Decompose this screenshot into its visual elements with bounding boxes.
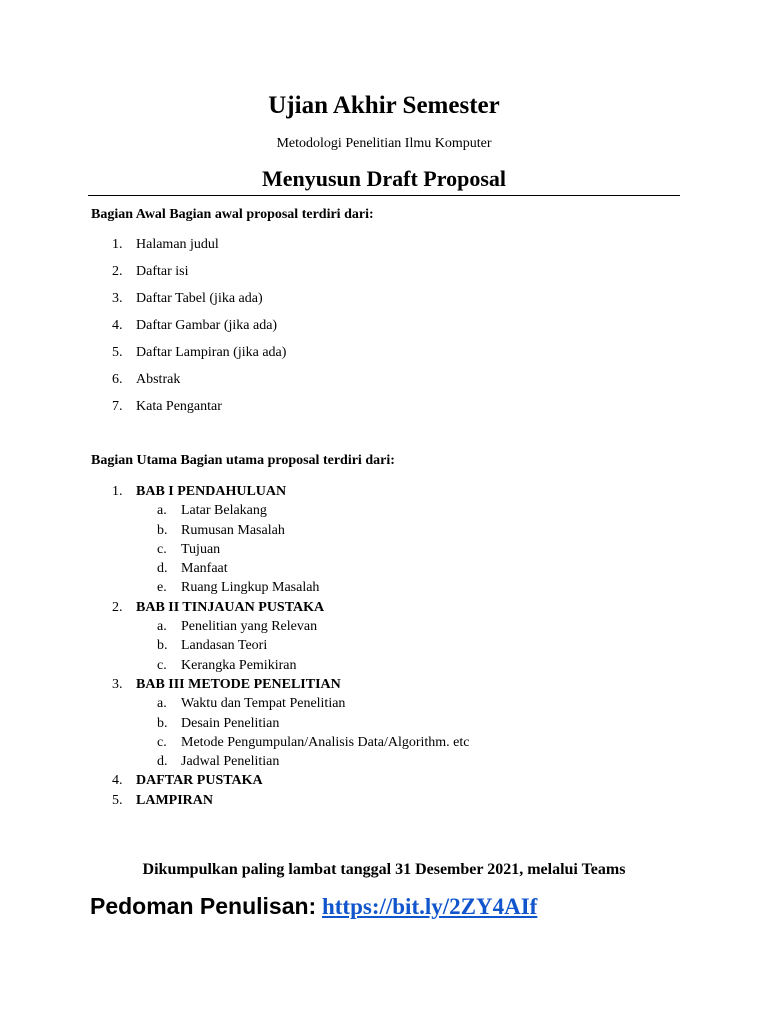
chapter-number: 5. [112,792,123,808]
subsection-letter: d. [157,561,168,577]
item-number: 7. [112,399,123,414]
item-number: 2. [112,264,123,279]
assignment-heading: Menyusun Draft Proposal [261,166,507,191]
item-text: Daftar isi [136,264,189,279]
subsection-text: Jadwal Penelitian [181,754,280,770]
chapter-number: 3. [112,676,123,692]
guide-link[interactable]: https://bit.ly/2ZY4AIf [321,894,538,919]
subsection-text: Landasan Teori [181,638,268,654]
section-heading-awal: Bagian Awal Bagian awal proposal terdiri dari: [91,207,374,222]
subsection-letter: c. [157,541,167,557]
subsection-text: Tujuan [181,541,221,557]
subsection-letter: b. [157,638,168,654]
subsection-letter: c. [157,734,167,750]
subsection-text: Waktu dan Tempat Penelitian [181,696,346,712]
item-number: 1. [112,237,123,252]
subsection-letter: e. [157,580,167,596]
chapter-number: 2. [112,599,123,615]
subsection-text: Rumusan Masalah [181,522,285,538]
item-text: Daftar Tabel (jika ada) [136,291,263,306]
item-number: 5. [112,345,123,360]
chapter-title: DAFTAR PUSTAKA [136,773,263,789]
chapter-title: BAB III METODE PENELITIAN [136,676,341,692]
subsection-text: Penelitian yang Relevan [181,619,318,635]
deadline-note: Dikumpulkan paling lambat tanggal 31 Desember 2021, melalui Teams [142,861,626,878]
guide-label: Pedoman Penulisan: [90,893,317,919]
item-number: 4. [112,318,123,333]
item-text: Abstrak [136,372,181,387]
item-text: Daftar Gambar (jika ada) [136,318,278,333]
subsection-text: Kerangka Pemikiran [181,657,297,673]
subsection-text: Latar Belakang [181,503,267,519]
subsection-letter: b. [157,715,168,731]
chapter-title: LAMPIRAN [136,792,213,808]
chapter-number: 4. [112,773,123,789]
subsection-letter: c. [157,657,167,673]
document-title: Ujian Akhir Semester [268,92,500,119]
item-number: 3. [112,291,123,306]
subsection-text: Desain Penelitian [181,715,280,731]
course-subtitle: Metodologi Penelitian Ilmu Komputer [276,136,492,151]
subsection-letter: a. [157,503,167,519]
chapter-title: BAB II TINJAUAN PUSTAKA [136,599,325,615]
horizontal-rule [88,195,680,196]
subsection-letter: a. [157,619,167,635]
subsection-letter: b. [157,522,168,538]
item-text: Halaman judul [136,237,219,252]
chapter-number: 1. [112,484,123,499]
item-text: Daftar Lampiran (jika ada) [136,345,287,360]
subsection-text: Ruang Lingkup Masalah [181,580,320,596]
section-heading-utama: Bagian Utama Bagian utama proposal terdiri dari: [91,453,395,468]
item-number: 6. [112,372,123,387]
chapter-title: BAB I PENDAHULUAN [136,484,287,499]
subsection-text: Metode Pengumpulan/Analisis Data/Algorithm. etc [181,734,470,750]
item-text: Kata Pengantar [136,399,222,414]
writing-guide-line [90,893,537,920]
subsection-text: Manfaat [181,561,228,577]
subsection-letter: d. [157,754,168,770]
subsection-letter: a. [157,696,167,712]
